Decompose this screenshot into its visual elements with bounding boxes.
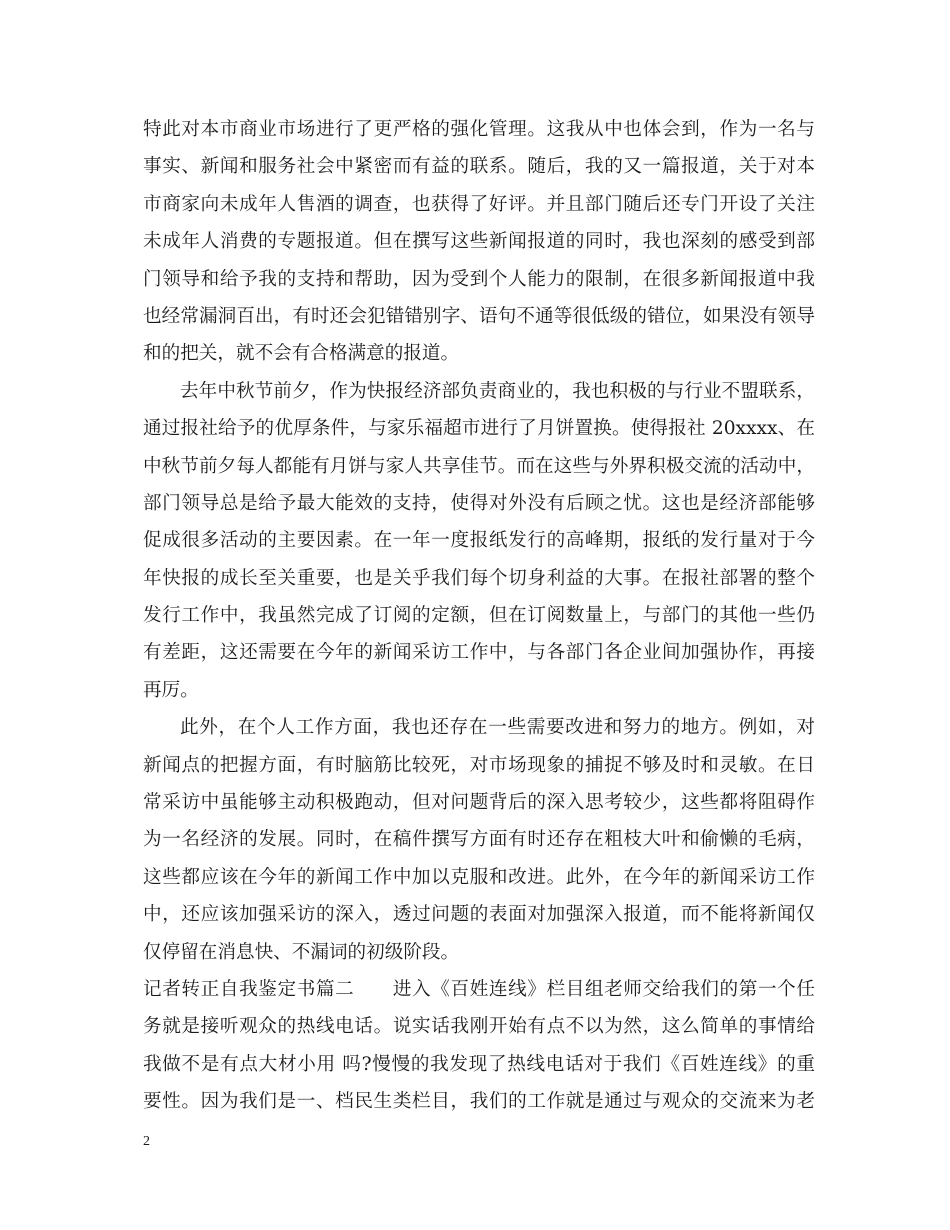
- text-line: 中秋节前夕每人都能有月饼与家人共享佳节。而在这些与外界积极交流的活动中，: [143, 455, 815, 477]
- paragraph-3: [143, 709, 815, 971]
- body-text: [143, 111, 815, 1121]
- text-line: 新闻点的把握方面，有时脑筋比较死，对市场现象的捕捉不够及时和灵敏。在日: [143, 754, 815, 776]
- text-line: 促成很多活动的主要因素。在一年一度报纸发行的高峰期，报纸的发行量对于今: [143, 530, 815, 552]
- text-line: 这些都应该在今年的新闻工作中加以克服和改进。此外，在今年的新闻采访工作: [143, 866, 815, 888]
- paragraph-2: [143, 373, 815, 710]
- paragraph-1: [143, 111, 815, 373]
- text-line: 门领导和给予我的支持和帮助，因为受到个人能力的限制，在很多新闻报道中我: [143, 268, 815, 290]
- text-line: 去年中秋节前夕，作为快报经济部负责商业的，我也积极的与行业不盟联系，: [180, 380, 815, 402]
- text-line: 要性。因为我们是一、档民生类栏目，我们的工作就是通过与观众的交流来为老: [143, 1091, 815, 1113]
- text-line: 也经常漏洞百出，有时还会犯错错别字、语句不通等很低级的错位，如果没有领导: [143, 305, 815, 327]
- text-line: 和的把关，就不会有合格满意的报道。: [143, 343, 460, 365]
- paragraph-4: [143, 971, 815, 1121]
- text-line: 发行工作中，我虽然完成了订阅的定额，但在订阅数量上，与部门的其他一些仍: [143, 605, 815, 627]
- text-line: 记者转正自我鉴定书篇二 进入《百姓连线》栏目组老师交给我们的第一个任: [143, 978, 815, 1000]
- text-line: 事实、新闻和服务社会中紧密而有益的联系。随后，我的又一篇报道，关于对本: [143, 156, 815, 178]
- text-line: 市商家向未成年人售酒的调查，也获得了好评。并且部门随后还专门开设了关注: [143, 193, 815, 215]
- text-line: 未成年人消费的专题报道。但在撰写这些新闻报道的同时，我也深刻的感受到部: [143, 231, 815, 253]
- text-line: 我做不是有点大材小用 吗?慢慢的我发现了热线电话对于我们《百姓连线》的重: [143, 1053, 815, 1075]
- text-line: 仅停留在消息快、不漏词的初级阶段。: [143, 941, 460, 963]
- text-line: 常采访中虽能够主动积极跑动，但对问题背后的深入思考较少，这些都将阻碍作: [143, 792, 815, 814]
- text-line: 通过报社给予的优厚条件，与家乐福超市进行了月饼置换。使得报社 20xxxx、在: [143, 418, 815, 440]
- text-line: 再厉。: [143, 679, 199, 701]
- text-line: 为一名经济的发展。同时，在稿件撰写方面有时还存在粗枝大叶和偷懒的毛病，: [143, 829, 815, 851]
- page-number: 2: [143, 1134, 150, 1149]
- text-line: 中，还应该加强采访的深入，透过问题的表面对加强深入报道，而不能将新闻仅: [143, 904, 815, 926]
- text-line: 特此对本市商业市场进行了更严格的强化管理。这我从中也体会到，作为一名与: [143, 119, 815, 140]
- text-line: 年快报的成长至关重要，也是关乎我们每个切身利益的大事。在报社部署的整个: [143, 567, 815, 589]
- text-line: 此外，在个人工作方面，我也还存在一些需要改进和努力的地方。例如，对: [180, 717, 815, 739]
- text-line: 务就是接听观众的热线电话。说实话我刚开始有点不以为然，这么简单的事情给: [143, 1016, 815, 1038]
- text-line: 有差距，这还需要在今年的新闻采访工作中，与各部门各企业间加强协作，再接: [143, 642, 815, 664]
- text-line: 部门领导总是给予最大能效的支持，使得对外没有后顾之忧。这也是经济部能够: [143, 492, 815, 514]
